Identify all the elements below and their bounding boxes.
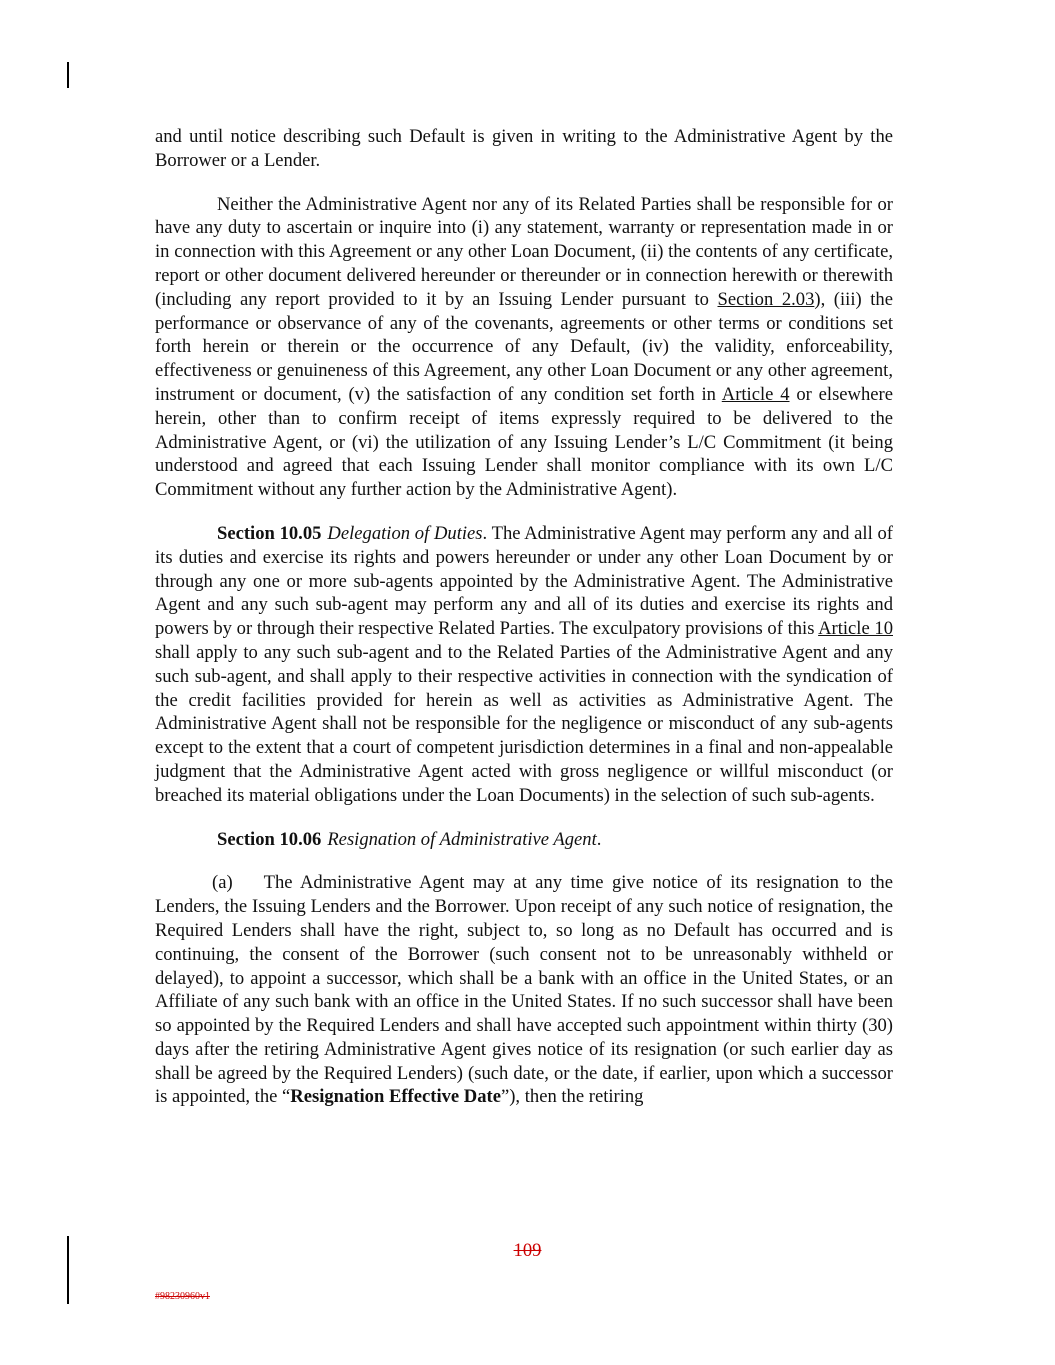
paragraph-text: . The Administrative Agent may perform any and all of its duties and exercise its rights and powers hereunder or under any other Loan Document by or through any one or more sub-agents appointed by the Administrative Agent. The Administrative Agent and any such sub-agent may perform any and all of its duties and exercise its rights and powers by or through their respective Related Parties. The exculpatory provisions of this bbox=[155, 522, 893, 640]
defined-term: Resignation Effective Date bbox=[290, 1086, 501, 1108]
section-10-05-paragraph bbox=[155, 522, 893, 808]
paragraph-text: shall apply to any such sub-agent and to the Related Parties of the Administrative Agent and any such sub-agent, and shall apply to their respective activities in connection with the syndication of the credit facilities provided for herein as well as activities as Administrative Agent. The Administrative Agent shall not be responsible for the negligence or misconduct of any sub-agents except to the extent that a court of competent jurisdiction determines in a final and non-appealable judgment that the Administrative Agent acted with gross negligence or willful misconduct (or breached its material obligations under the Loan Documents) in the selection of such sub-agents. bbox=[155, 641, 893, 806]
paragraph-continuation bbox=[155, 125, 893, 173]
subsection-label: (a) bbox=[212, 872, 233, 894]
paragraph-related-parties bbox=[155, 193, 893, 502]
paragraph-text: Neither the Administrative Agent nor any of its Related Parties shall be responsible for or have any duty to ascertain or inquire into (i) any statement, warranty or representation made in or in connection with this Agreement or any other Loan Document, (ii) the contents of any certificate, report or other document delivered hereunder or thereunder or in connection herewith or therewith (including any report provided to it by an Issuing Lender pursuant to bbox=[155, 193, 893, 310]
section-10-06-heading bbox=[155, 828, 893, 852]
section-title: Delegation of Duties bbox=[327, 522, 483, 544]
cross-reference-article-4: Article 4 bbox=[721, 383, 790, 405]
paragraph-text: or elsewhere herein, other than to confirm receipt of items expressly required to be delivered to the Administrative Agent, or (vi) the utilization of any Issuing Lender’s L/C Commitment (it being understood and agreed that each Issuing Lender shall monitor compliance with its own L/C Commitment without any further action by the Administrative Agent). bbox=[155, 383, 893, 501]
section-title: Resignation of Administrative Agent bbox=[327, 828, 597, 850]
section-number: Section 10.06 bbox=[217, 828, 322, 850]
section-title-period: . bbox=[596, 828, 602, 850]
paragraph-text: The Administrative Agent may at any time give notice of its resignation to the Lenders, the Issuing Lenders and the Borrower. Upon receipt of any such notice of resignation, the Required Lenders shall have the right, subject to, so long as no Default has occurred and is continuing, the consent of the Borrower (such consent not to be unreasonably withheld or delayed), to appoint a successor, which shall be a bank with an office in the United States, or an Affiliate of any such bank with an office in the United States. If no such successor shall have been so appointed by the Required Lenders and shall have accepted such appointment within thirty (30) days after the retiring Administrative Agent gives notice of its resignation (or such earlier day as shall be agreed by the Required Lenders) (such date, or the date, if earlier, upon which a successor is appointed, the “ bbox=[155, 872, 893, 1108]
section-number: Section 10.05 bbox=[217, 522, 322, 544]
document-body bbox=[155, 125, 893, 1109]
change-bar-top bbox=[67, 62, 69, 88]
cross-reference-article-10: Article 10 bbox=[818, 618, 893, 640]
paragraph-text: ), (iii) the performance or observance of any of the covenants, agreements or other terms or conditions set forth herein or therein or the occurrence of any Default, (iv) the validity, enforceability, effectiveness or genuineness of this Agreement, any other Loan Document or any other agreement, instrument or document, (v) the satisfaction of any condition set forth in bbox=[155, 288, 893, 405]
paragraph-text: ”), then the retiring bbox=[500, 1086, 644, 1108]
subsection-a-paragraph bbox=[155, 871, 893, 1109]
cross-reference-section-2-03: Section 2.03 bbox=[717, 288, 815, 310]
document-id: #98230960v1 bbox=[155, 1291, 210, 1302]
page-number: 109 bbox=[513, 1240, 542, 1261]
paragraph-text: and until notice describing such Default is given in writing to the Administrative Agent by the Borrower or a Lender. bbox=[155, 126, 893, 171]
